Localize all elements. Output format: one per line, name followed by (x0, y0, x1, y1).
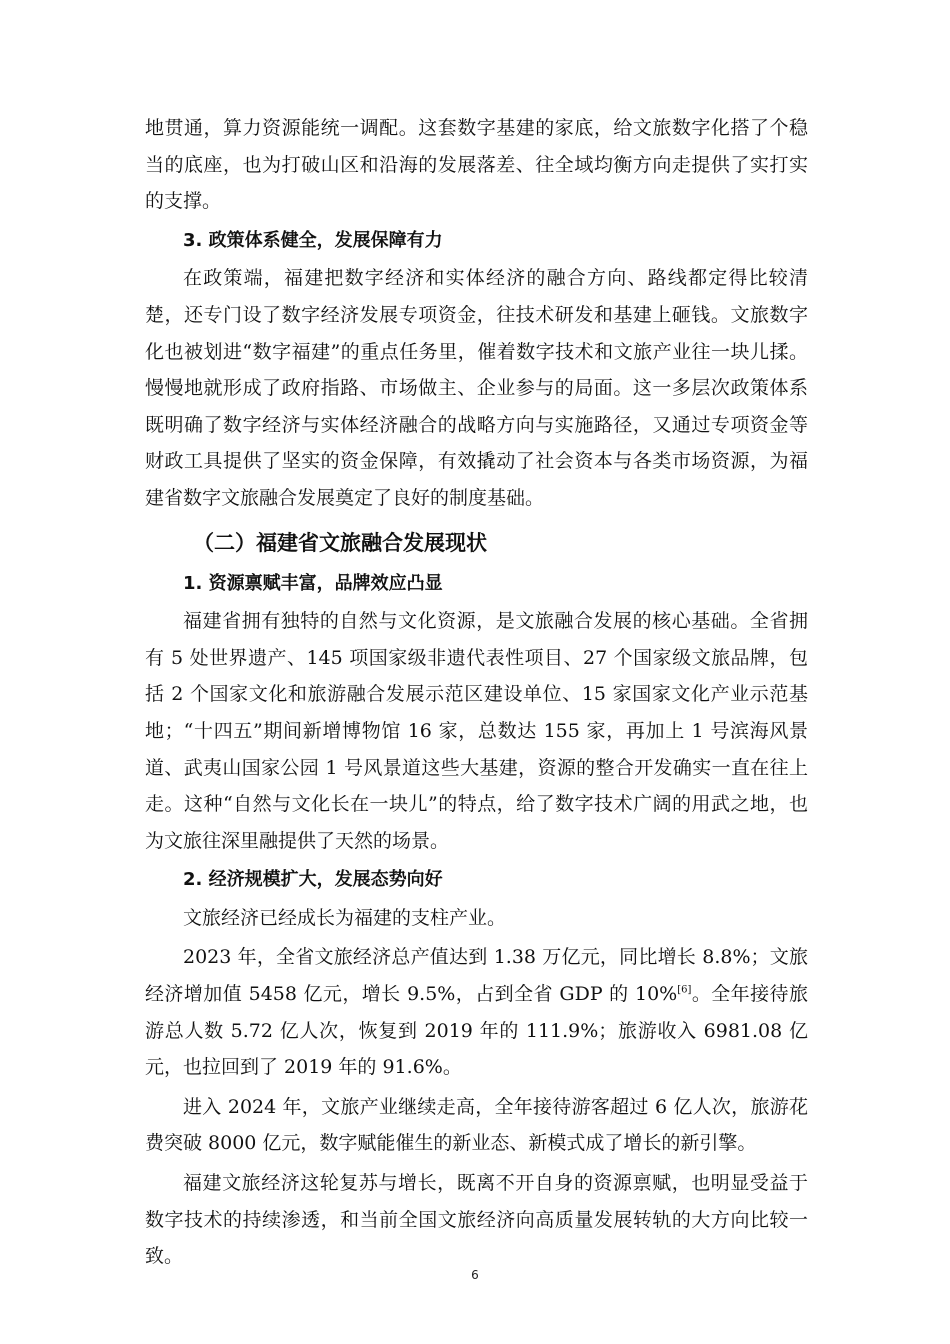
heading-policy-system: 3. 政策体系健全，发展保障有力 (183, 229, 443, 251)
paragraph-conclusion: 福建文旅经济这轮复苏与增长，既离不开自身的资源禀赋，也明显受益于数字技术的持续渗透，和当前全国文旅经济向高质量发展转轨的大方向比较一致。 (145, 1172, 808, 1268)
paragraph-2023-stats (145, 939, 808, 1085)
page-body (145, 110, 808, 1275)
heading-resources: 1. 资源禀赋丰富，品牌效应凸显 (183, 572, 443, 594)
page-number: 6 (471, 1268, 479, 1282)
heading-fujian-status: （二）福建省文旅融合发展现状 (193, 530, 487, 555)
paragraph-pillar-industry: 文旅经济已经成长为福建的支柱产业。 (183, 906, 507, 929)
paragraph-2024-stats: 进入 2024 年，文旅产业继续走高，全年接待游客超过 6 亿人次，旅游花费突破 8000 亿元，数字赋能催生的新业态、新模式成了增长的新引擎。 (145, 1095, 808, 1155)
heading-economy: 2. 经济规模扩大，发展态势向好 (183, 869, 443, 891)
paragraph-2023-stats-part1: 2023 年，全省文旅经济总产值达到 1.38 万亿元，同比增长 8.8%；文旅经济增加值 5458 亿元，增长 9.5%，占到全省 GDP 的 10% (145, 946, 808, 1006)
paragraph-resources: 福建省拥有独特的自然与文化资源，是文旅融合发展的核心基础。全省拥有 5 处世界遗产、145 项国家级非遗代表性项目、27 个国家级文旅品牌，包括 2 个国家文化和旅游融合发展示范区建设单位、15 家国家文化产业示范基地；“十四五”期间新增博物馆 16 家，总数达 155 家，再加上 1 号滨海风景道、武夷山国家公园 1 号风景道这些大基建，资源的整合开发确实一直在往上走。这种“自然与文化长在一块儿”的特点，给了数字技术广阔的用武之地，也为文旅往深里融提供了天然的场景。 (145, 610, 808, 852)
citation-reference: [6] (677, 984, 692, 996)
paragraph-infrastructure-end: 地贯通，算力资源能统一调配。这套数字基建的家底，给文旅数字化搭了个稳当的底座，也为打破山区和沿海的发展落差、往全域均衡方向走提供了实打实的支撑。 (145, 117, 808, 213)
paragraph-2023-stats-part2: 。全年接待旅游总人数 5.72 亿人次，恢复到 2019 年的 111.9%；旅游收入 6981.08 亿元，也拉回到了 2019 年的 91.6%。 (145, 983, 808, 1079)
paragraph-policy: 在政策端，福建把数字经济和实体经济的融合方向、路线都定得比较清楚，还专门设了数字经济发展专项资金，往技术研发和基建上砸钱。文旅数字化也被划进“数字福建”的重点任务里，催着数字技术和文旅产业往一块儿揉。慢慢地就形成了政府指路、市场做主、企业参与的局面。这一多层次政策体系既明确了数字经济与实体经济融合的战略方向与实施路径，又通过专项资金等财政工具提供了坚实的资金保障，有效撬动了社会资本与各类市场资源，为福建省数字文旅融合发展奠定了良好的制度基础。 (145, 267, 808, 509)
